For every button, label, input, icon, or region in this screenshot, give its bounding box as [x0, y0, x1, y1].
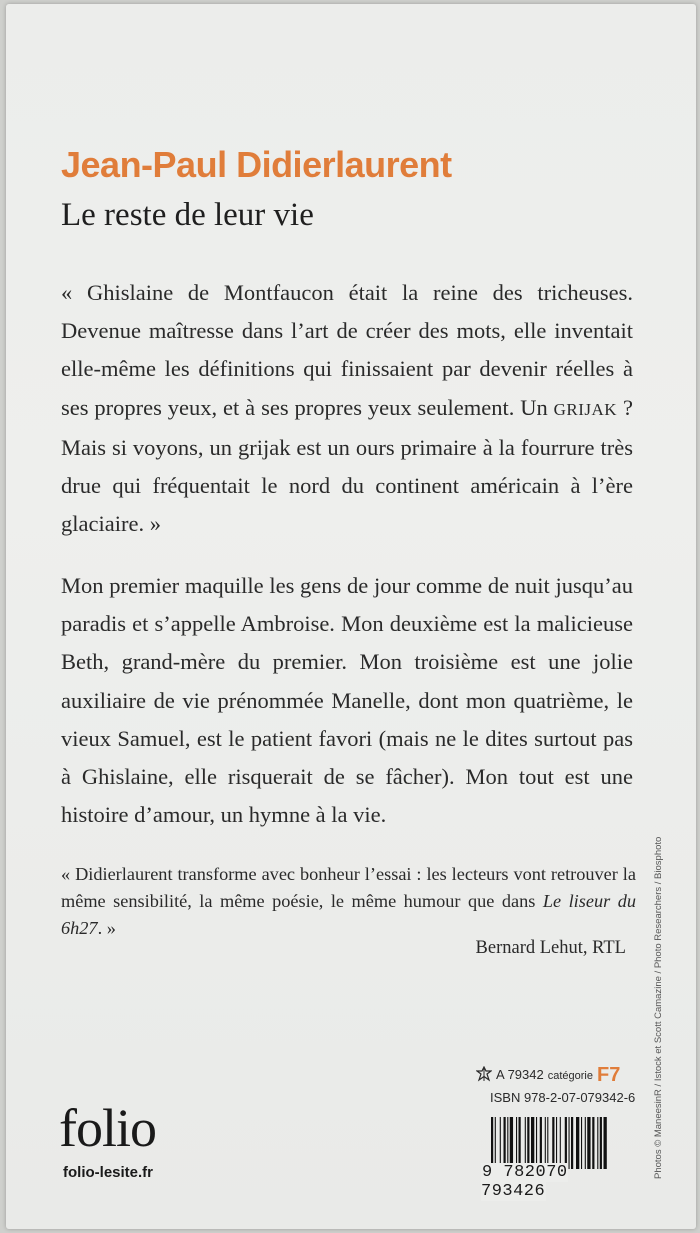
blurb-paragraph-1 [61, 274, 633, 543]
publisher-website: folio-lesite.fr [63, 1164, 154, 1181]
catalog-number: A 79342 [496, 1067, 544, 1082]
blurb-paragraph-2: Mon premier maquille les gens de jour comme de nuit jusqu’au paradis et s’appelle Ambroise. Mon deuxième est la malicieuse Beth, grand-mère du premier. Mon troisième est une jolie auxiliaire de vie prénommée Manelle, dont mon quatrième, le vieux Samuel, est le patient favori (mais ne le dites surtout pas à Ghislaine, elle risquerait de se fâcher). Mon tout est une histoire d’amour, un hymne à la vie. [61, 573, 633, 828]
gallimard-logo-icon [476, 1066, 492, 1082]
review-text: « Didierlaurent transforme avec bonheur l’essai : les lecteurs vont retrouver la même sensibilité, la même poésie, le même humour que dans [61, 864, 636, 911]
cited-work: Le liseur du 6h27 [61, 891, 636, 938]
book-title: Le reste de leur vie [61, 197, 314, 233]
isbn: ISBN 978-2-07-079342-6 [490, 1090, 636, 1105]
back-cover [6, 4, 696, 1229]
author-name: Jean-Paul Didierlaurent [61, 144, 452, 185]
blurb-text: « Ghislaine de Montfaucon était la reine des tricheuses. Devenue maîtresse dans l’art de créer des mots, elle inventait elle-même les définitions qui finissaient par devenir réelles à ses propres yeux, et à ses propres yeux seulement. Un [61, 280, 633, 420]
grijak-word: GRIJAK [553, 399, 618, 419]
category-label: catégorie [547, 1070, 593, 1082]
review-quote [61, 861, 636, 942]
barcode [481, 1117, 636, 1201]
blurb-text: ? Mais si voyons, un grijak est un ours primaire à la fourrure très drue qui fréquentait le nord du continent américain à l’ère glaciaire. » [61, 394, 633, 537]
category-code: F7 [596, 1064, 621, 1086]
catalog-line [476, 1064, 620, 1087]
folio-logo: folio [59, 1098, 156, 1158]
barcode-bars [491, 1117, 636, 1169]
barcode-digits: 9 782070 793426 [481, 1163, 568, 1201]
review-end: . » [97, 918, 116, 938]
photo-credits: Photos © ManeesinR / Istock et Scott Camazine / Photo Researchers / Biosphoto [653, 836, 664, 1179]
review-attribution: Bernard Lehut, RTL [475, 938, 626, 958]
